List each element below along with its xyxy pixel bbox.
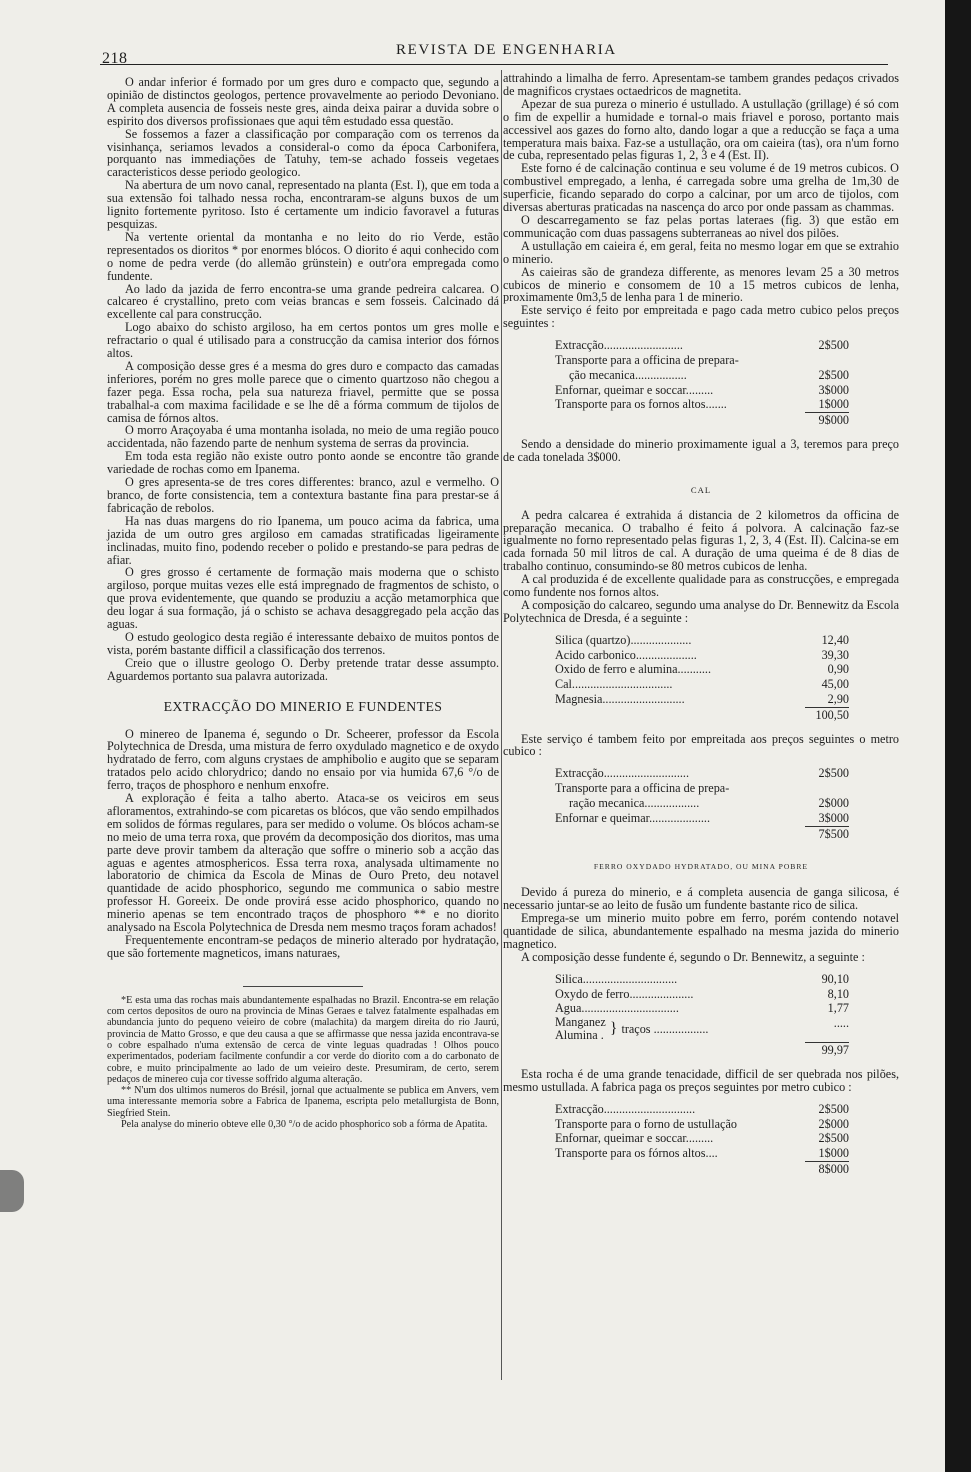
table-row-braced: [555, 1016, 849, 1042]
paragraph: O descarregamento se faz pelas portas lateraes (fig. 3) que estão em communicação com duas passagens subterraneas ao nivel dos pilões.: [503, 212, 899, 240]
paragraph: A cal produzida é de excellente qualidade para as construcções, e empregada como fundente nos fornos altos.: [503, 572, 899, 600]
paragraph: Na vertente oriental da montanha e no leito do rio Verde, estão representados os dioritos * por enormes blócos. O diorito é aqui conhecido com o nome de pedra verde (do allemão grünstein) e outr'ora empregada como fundente.: [107, 229, 499, 283]
paragraph: Apezar de sua pureza o minerio é ustullado. A ustullação (grillage) é só com o fim de expellir a humidade e tornal-o mais friavel e poroso, portanto mais accessivel aos gazes do forno alto, dando logar a que a reducção se faça a uma temperatura mais baixa. Faz-se a ustullação, ora om caieira (tas), ora n'um forno de cuba, representado pelas figuras 1, 2, 3 e 4 (Est. II).: [503, 96, 899, 163]
row-value: 2$500: [818, 338, 849, 353]
table-row: [555, 1117, 849, 1132]
scan-binding-mark: [0, 1170, 24, 1212]
brace-icon: }: [609, 1020, 618, 1038]
total-value: 99,97: [821, 1043, 849, 1058]
row-value: .....: [833, 1016, 849, 1031]
paragraph: Na abertura de um novo canal, representado na planta (Est. I), que em toda a sua extensão foi talhado nessa rocha, encontraram-se alguns buxos de um lignito fortemente pyritoso. Isto é certamente um indicio favoravel a futuras pesquizas.: [107, 178, 499, 231]
paragraph: A composição desse gres é a mesma do gres duro e compacto das camadas inferiores, porém no gres molle parece que o cimento quartzoso não chegou a fazer pega. Essa rocha, pela sua natureza friavel, permitte que se possa trabalhal-a com maxima facilidade e se lhe dê a fórma commum de tijolos de camisa de fórnos altos.: [107, 358, 499, 425]
paragraph: A composição do calcareo, segundo uma analyse do Dr. Bennewitz da Escola Polytechnica de Dresda, é a seguinte :: [503, 597, 899, 625]
row-label: traços ..................: [621, 1021, 709, 1036]
table-row: [555, 338, 849, 353]
row-label: Transporte para os fornos altos.......: [555, 397, 727, 412]
price-table-fundente: [555, 1102, 849, 1177]
row-value: 0,90: [827, 662, 849, 677]
row-label: Transporte para o forno de ustullação: [555, 1116, 737, 1131]
row-value: 1$000: [818, 1146, 849, 1161]
row-value: 2$000: [818, 795, 849, 810]
left-column: [107, 76, 499, 1130]
total-value: 7$500: [818, 826, 849, 841]
page-number: 218: [102, 50, 128, 67]
row-value: 2$500: [818, 1131, 849, 1146]
paragraph: Sendo a densidade do minerio proximamente igual a 3, teremos para preço de cada tonelada 3$000.: [503, 436, 899, 464]
table-row: [555, 811, 849, 826]
paragraph: Devido á pureza do minerio, e á completa ausencia de ganga silicosa, é necessario juntar-se ao leito de fusão um fundente bastante rico de silica.: [503, 885, 899, 913]
right-column: [503, 72, 899, 1187]
table-total: [805, 707, 849, 723]
row-value: 2$500: [818, 367, 849, 382]
row-value: 90,10: [821, 971, 849, 986]
row-label: ração mecanica..................: [569, 795, 700, 810]
footnote: ** N'um dos ultimos numeros do Brésil, jornal que actualmente se publica em Anvers, vem uma interessante memoria sobre a Fabrica de Ipanema, escripta pelo metallurgista de Bonn, Siegfried Stein.: [107, 1085, 499, 1119]
price-table-cal: [555, 766, 849, 841]
table-row: [555, 633, 849, 648]
paragraph: Este forno é de calcinação continua e seu volume é de 19 metros cubicos. O combustivel empregado, a lenha, é carregada sobre uma grelha de 1m,30 de superficie, ficando separado do corpo a calcinar, por um arco de tijolos, com diversas aberturas praticadas na nascença do arco por onde passam as chammas.: [503, 161, 899, 215]
table-row: [555, 766, 849, 781]
paragraph: O morro Araçoyaba é uma montanha isolada, no meio de uma região pouco accidentada, não fazendo parte de nenhum systema de serras da provincia.: [107, 423, 499, 451]
paragraph: Se fossemos a fazer a classificação por comparação com os terrenos da visinhança, seriamos levados a consideral-o como da época Carbonifera, porquanto nas immediações de Tatuhy, tem-se achado fosseis vegetaes caracteristicos desse periodo geologico.: [107, 126, 499, 180]
row-label: Magnesia...........................: [555, 691, 685, 706]
row-value: [805, 781, 849, 796]
row-value: 1$000: [818, 397, 849, 412]
table-row: [555, 1102, 849, 1117]
paragraph: Esta rocha é de uma grande tenacidade, difficil de ser quebrada nos pilões, mesmo ustullada. A fabrica paga os preços seguintes por metro cubico :: [503, 1066, 899, 1094]
table-row: [555, 692, 849, 707]
row-label: Acido carbonico....................: [555, 647, 697, 662]
paragraph: A composição desse fundente é, segundo o Dr. Bennewitz, a seguinte :: [521, 949, 865, 964]
row-label: Enfornar, queimar e soccar.........: [555, 1131, 714, 1146]
row-value: 2$500: [818, 1101, 849, 1116]
paragraph: O gres grosso é certamente de formação mais moderna que o schisto argiloso, porque muitas vezes elle está impregnado de fragmentos de schisto, o que prova evidentemente, que quando se produziu a acção metamorphica que deu logar á sua formação, já o schisto se achava desaggregado pela acção das aguas.: [107, 565, 499, 632]
row-label: Silica (quartzo)....................: [555, 632, 692, 647]
price-table-minerio: [555, 338, 849, 428]
row-label: Extracção..............................: [555, 1101, 696, 1116]
subsection-heading: FERRO OXYDADO HYDRATADO, OU MINA POBRE: [593, 862, 809, 872]
paragraph: As caieiras são de grandeza differente, as menores levam 25 a 30 metros cubicos de minerio e consomem de 10 a 15 metros cubicos de lenha, proximamente 0m3,5 de lenha para 1 de minerio.: [503, 264, 899, 305]
page-header: [100, 40, 888, 66]
paragraph: Creio que o illustre geologo O. Derby pretende tratar desse assumpto. Aguardemos portanto sua palavra autorizada.: [107, 655, 499, 683]
paragraph: O estudo geologico desta região é interessante debaixo de muitos pontos de vista, porém bastante difficil a classificação dos terrenos.: [107, 629, 499, 657]
row-value: 1,77: [827, 1001, 849, 1016]
table-row: [555, 1001, 849, 1016]
paragraph: O andar inferior é formado por um gres duro e compacto que, segundo a opinião de distinctos geologos, pertence provavelmente ao periodo Devoniano. A completa ausencia de fosseis neste gres, ainda deixa pairar a duvida sobre o espirito dos diversos profissionaes que aqui têm estudado essa questão.: [107, 75, 499, 128]
table-row: [555, 972, 849, 987]
row-value: 39,30: [821, 647, 849, 662]
brace-group: [555, 1016, 708, 1042]
subsection-heading: CAL: [690, 484, 712, 495]
row-label: Transporte para os fórnos altos....: [555, 1146, 718, 1161]
table-row: [555, 662, 849, 677]
row-value: 2$500: [818, 766, 849, 781]
footnote: Pela analyse do minerio obteve elle 0,30 °/o de acido phosphorico sob a fórma de Apatita.: [121, 1119, 488, 1131]
row-label: Agua................................: [555, 1001, 679, 1016]
column-divider: [501, 70, 502, 1380]
paragraph: Ao lado da jazida de ferro encontra-se uma grande pedreira calcarea. O calcareo é crystallino, preto com veias brancas e sem fosseis. Calcinado dá excellente cal para construcção.: [107, 281, 499, 322]
table-total: [805, 412, 849, 428]
table-total: [805, 1161, 849, 1177]
paragraph: attrahindo a limalha de ferro. Apresentam-se tambem grandes pedaços crivados de magnificos crystaes octaedricos de magnetita.: [503, 71, 899, 98]
table-row: [555, 383, 849, 398]
row-label: Enfornar, queimar e soccar.........: [555, 382, 714, 397]
row-label: Cal.................................: [555, 677, 673, 692]
section-heading: EXTRACÇÃO DO MINERIO E FUNDENTES: [163, 698, 443, 714]
row-label: Manganez: [555, 1015, 606, 1030]
paragraph: Em toda esta região não existe outro ponto aonde se encontre tão grande variedade de rochas como em Ipanema.: [107, 449, 499, 477]
total-value: 100,50: [815, 707, 849, 722]
paragraph: O minereo de Ipanema é, segundo o Dr. Scheerer, professor da Escola Polytechnica de Dresda, uma mistura de ferro oxydulado magnetico e de oxydo hydratado de ferro, com alguns crystaes de amphibolio e augito que se separam tratados pelo acido chlorydrico; dando no ensaio por via humida 67,6 °/o de ferro, traços de phosphoro e nenhum enxofre.: [107, 726, 499, 793]
table-total: [805, 1042, 849, 1058]
table-row: [555, 987, 849, 1002]
paragraph: A ustullação em caieira é, em geral, feita no mesmo logar em que se extrahio o minerio.: [503, 238, 899, 266]
row-label: Transporte para a officina de prepa-: [555, 781, 730, 796]
row-label: Alumina .: [555, 1028, 604, 1043]
paragraph: Frequentemente encontram-se pedaços de minerio alterado por hydratação, que são fortemente magneticos, imans naturaes,: [107, 933, 499, 960]
row-value: 2$000: [818, 1116, 849, 1131]
row-value: [805, 353, 849, 368]
journal-title: REVISTA DE ENGENHARIA: [396, 42, 617, 58]
table-row: [555, 397, 849, 412]
row-value: 12,40: [821, 632, 849, 647]
row-label: Oxido de ferro e alumina...........: [555, 662, 712, 677]
paragraph: Este serviço é tambem feito por empreitada aos preços seguintes o metro cubico :: [503, 731, 899, 759]
table-row: [555, 677, 849, 692]
footnote: *E esta uma das rochas mais abundantemente espalhadas no Brazil. Encontra-se em relação com certos depositos de ouro na provincia de Minas Geraes e talvez fatalmente espalhadas em abundancia junto do pequeno veieiro de cobre (malachita) da margem direita do rio Jaurú, provincia de Matto Grosso, e que deu causa a que se affirmasse que nessa jazida encontrava-se o cobre espalhado n'uma extensão de cerca de vinte leguas quadradas ! Olhos pouco experimentados, poderiam facilmente confundir a cor verde do diorito com a do carbonato de cobre, e muito principalmente ao lado de um veieiro deste. Presumiram, de certo, serem pedaços de minereo cuja cor tivesse soffrido alguma alteração.: [107, 994, 499, 1085]
paragraph: Logo abaixo do schisto argiloso, ha em certos pontos um gres molle e refractario o qual é utilisado para a construcção da camisa interior dos fórnos altos.: [107, 320, 499, 361]
total-value: 8$000: [818, 1161, 849, 1176]
row-label: ção mecanica.................: [569, 367, 687, 382]
paragraph: A exploração é feita a talho aberto. Ataca-se os veiciros em seus afloramentos, extrahindo-se com picaretas os blócos, que vão sendo empilhados em solidos de fórmas regulares, para ser medido o volume. Os blócos acham-se no meio de uma terra roxa, que provém da decomposição dos dioritos, mas uma parte deve provir tambem da alteração que soffre o minerio sob a acção das aguas e agentes atmosphericos. Essa terra roxa, analysada ultimamente no laboratorio de chimica da Escola de Minas de Ouro Preto, deu notavel quantidade de acido phosphorico, segundo me communica o sabio mestre professor H. Goreeix. De onde provirá esse acido phosphorico, quando no minerio apenas se tem encontrado traços de phosphoro ** e no diorito analysado na Escola Polytechnica de Dresda nem mesmo traços foram achados!: [107, 791, 499, 935]
header-rule: [100, 64, 888, 65]
row-value: 45,00: [821, 677, 849, 692]
footnotes: [107, 995, 499, 1131]
row-label: Enfornar e queimar....................: [555, 810, 711, 825]
paragraph: Ha nas duas margens do rio Ipanema, um pouco acima da fabrica, uma jazida de um outro gres argiloso em camadas stratificadas ligeiramente inclinadas, muito fino, podendo receber o polido e prestando-se para pedras de afiar.: [107, 513, 499, 567]
table-row: [555, 1146, 849, 1161]
paragraph: Emprega-se um minerio muito pobre em ferro, porém contendo notavel quantidade de silica, abundantemente espalhado na mesma jazida do minerio magnetico.: [503, 911, 899, 951]
table-row: [555, 796, 849, 811]
paragraph: A pedra calcarea é extrahida á distancia de 2 kilometros da officina de preparação mecanica. O trabalho é feito á polvora. A calcinação faz-se igualmente no forno representado pelas figuras 1, 2, 3, 4 (Est. II). Calcina-se em cada fornada 50 mil litros de cal. A duração de uma queima é de 8 dias de trabalho continuo, consumindo-se 80 metros cubicos de lenha.: [503, 507, 899, 574]
row-label: Transporte para a officina de prepara-: [555, 352, 739, 367]
paragraph: O gres apresenta-se de tres cores differentes: branco, azul e vermelho. O branco, de forte consistencia, tem a contextura bastante fina para prestar-se á fabricação de rebolos.: [107, 475, 499, 515]
row-label: Silica...............................: [555, 971, 678, 986]
table-row: [555, 648, 849, 663]
table-row: [555, 781, 849, 796]
table-row: [555, 368, 849, 383]
total-value: 9$000: [818, 413, 849, 428]
table-row: [555, 1131, 849, 1146]
row-value: 3$000: [818, 810, 849, 825]
composition-table-fundente: [555, 972, 849, 1058]
row-value: 8,10: [827, 986, 849, 1001]
row-value: 3$000: [818, 382, 849, 397]
brace-labels: [555, 1016, 606, 1042]
row-label: Extracção..........................: [555, 338, 683, 353]
row-value: 2,90: [827, 691, 849, 706]
row-label: Extracção............................: [555, 766, 690, 781]
scan-dark-edge: [945, 0, 971, 1472]
table-row: [555, 353, 849, 368]
composition-table-calcareo: [555, 633, 849, 723]
table-total: [805, 826, 849, 842]
row-label: Oxydo de ferro.....................: [555, 986, 694, 1001]
footnote-rule: [243, 986, 363, 987]
paragraph: Este serviço é feito por empreitada e pago cada metro cubico pelos preços seguintes :: [503, 303, 899, 331]
